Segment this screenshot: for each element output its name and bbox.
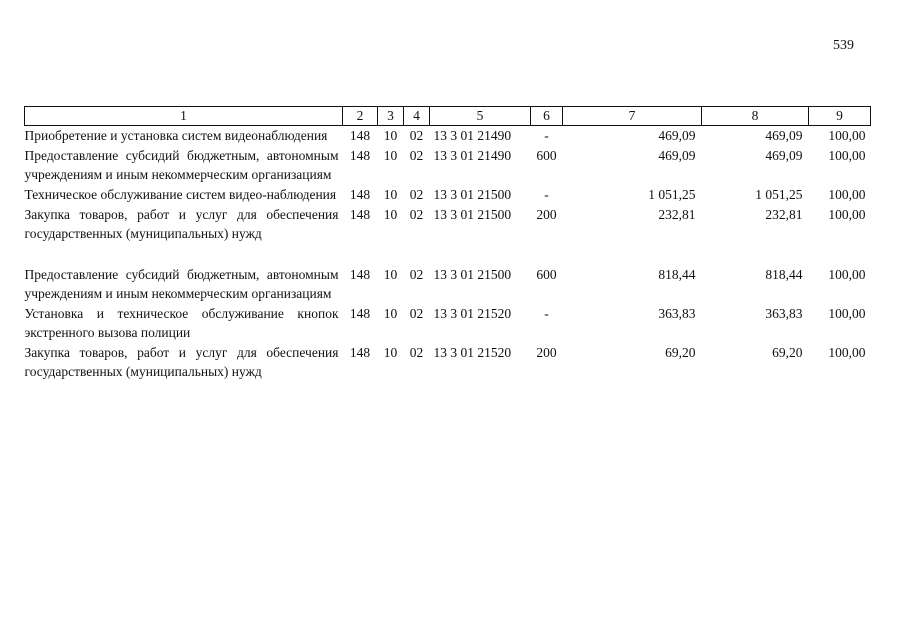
spacer-cell	[25, 244, 871, 265]
row-col6: -	[544, 187, 549, 202]
row-col4: 02	[409, 345, 424, 360]
table-row	[25, 304, 871, 343]
row-col3: 10	[383, 207, 398, 222]
row-name: Приобретение и установка систем видеонаблюдения	[24, 128, 328, 143]
row-col7: 469,09	[658, 148, 696, 163]
header-cell-6: 6	[531, 107, 563, 126]
header-cell-8: 8	[702, 107, 809, 126]
header-cell-5: 5	[430, 107, 531, 126]
row-col8: 818,44	[765, 267, 803, 282]
row-col2: 148	[349, 128, 371, 143]
row-col9: 100,00	[828, 128, 866, 143]
row-name: Предоставление субсидий бюджетным, автономным учреждениям и иным некоммерческим организациям	[24, 267, 339, 301]
table-row	[25, 185, 871, 205]
row-col6: -	[544, 128, 549, 143]
row-col7: 1 051,25	[648, 187, 696, 202]
row-name: Закупка товаров, работ и услуг для обеспечения государственных (муниципальных) нужд	[24, 345, 339, 379]
row-col9: 100,00	[828, 207, 866, 222]
spacer-row	[25, 244, 871, 265]
row-name: Установка и техническое обслуживание кнопок экстренного вызова полиции	[24, 306, 339, 340]
row-col7: 469,09	[658, 128, 696, 143]
row-col7: 363,83	[658, 306, 696, 321]
row-col7: 818,44	[658, 267, 696, 282]
budget-table	[24, 106, 871, 382]
row-col5: 13 3 01 21500	[433, 187, 512, 202]
row-col3: 10	[383, 345, 398, 360]
row-name: Техническое обслуживание систем видео-наблюдения	[24, 187, 337, 202]
header-cell-7: 7	[563, 107, 702, 126]
row-col4: 02	[409, 148, 424, 163]
row-col9: 100,00	[828, 267, 866, 282]
header-cell-4: 4	[404, 107, 430, 126]
row-col6: 600	[536, 267, 557, 282]
row-col8: 1 051,25	[755, 187, 803, 202]
row-col2: 148	[349, 148, 371, 163]
row-col5: 13 3 01 21520	[433, 345, 512, 360]
table-row	[25, 343, 871, 382]
row-col6: 600	[536, 148, 557, 163]
row-col7: 69,20	[665, 345, 696, 360]
row-col8: 69,20	[772, 345, 803, 360]
row-col2: 148	[349, 345, 371, 360]
row-col6: -	[544, 306, 549, 321]
row-col8: 469,09	[765, 148, 803, 163]
row-col4: 02	[409, 306, 424, 321]
row-col4: 02	[409, 128, 424, 143]
row-col8: 232,81	[765, 207, 803, 222]
row-col7: 232,81	[658, 207, 696, 222]
row-col9: 100,00	[828, 306, 866, 321]
row-col6: 200	[536, 345, 557, 360]
row-col2: 148	[349, 187, 371, 202]
table-body	[25, 126, 871, 383]
row-col9: 100,00	[828, 148, 866, 163]
row-col2: 148	[349, 306, 371, 321]
row-col8: 363,83	[765, 306, 803, 321]
row-col5: 13 3 01 21520	[433, 306, 512, 321]
row-col3: 10	[383, 306, 398, 321]
row-col9: 100,00	[828, 345, 866, 360]
row-col5: 13 3 01 21490	[433, 148, 512, 163]
header-cell-3: 3	[378, 107, 404, 126]
budget-table-container	[24, 106, 870, 382]
table-row	[25, 265, 871, 304]
row-col8: 469,09	[765, 128, 803, 143]
row-col6: 200	[536, 207, 557, 222]
row-col2: 148	[349, 267, 371, 282]
header-cell-9: 9	[809, 107, 871, 126]
row-col9: 100,00	[828, 187, 866, 202]
row-col5: 13 3 01 21500	[433, 207, 512, 222]
row-col4: 02	[409, 207, 424, 222]
row-col3: 10	[383, 128, 398, 143]
header-cell-2: 2	[343, 107, 378, 126]
row-col5: 13 3 01 21500	[433, 267, 512, 282]
row-col3: 10	[383, 187, 398, 202]
table-header	[25, 107, 871, 126]
table-row	[25, 126, 871, 147]
table-row	[25, 205, 871, 244]
header-row	[25, 107, 871, 126]
page-number: 539	[833, 38, 854, 53]
table-row	[25, 146, 871, 185]
row-col3: 10	[383, 267, 398, 282]
row-col2: 148	[349, 207, 371, 222]
row-name: Предоставление субсидий бюджетным, автономным учреждениям и иным некоммерческим организациям	[24, 148, 339, 182]
row-col4: 02	[409, 267, 424, 282]
row-name: Закупка товаров, работ и услуг для обеспечения государственных (муниципальных) нужд	[24, 207, 339, 241]
row-col3: 10	[383, 148, 398, 163]
row-col4: 02	[409, 187, 424, 202]
row-col5: 13 3 01 21490	[433, 128, 512, 143]
header-cell-1: 1	[25, 107, 343, 126]
